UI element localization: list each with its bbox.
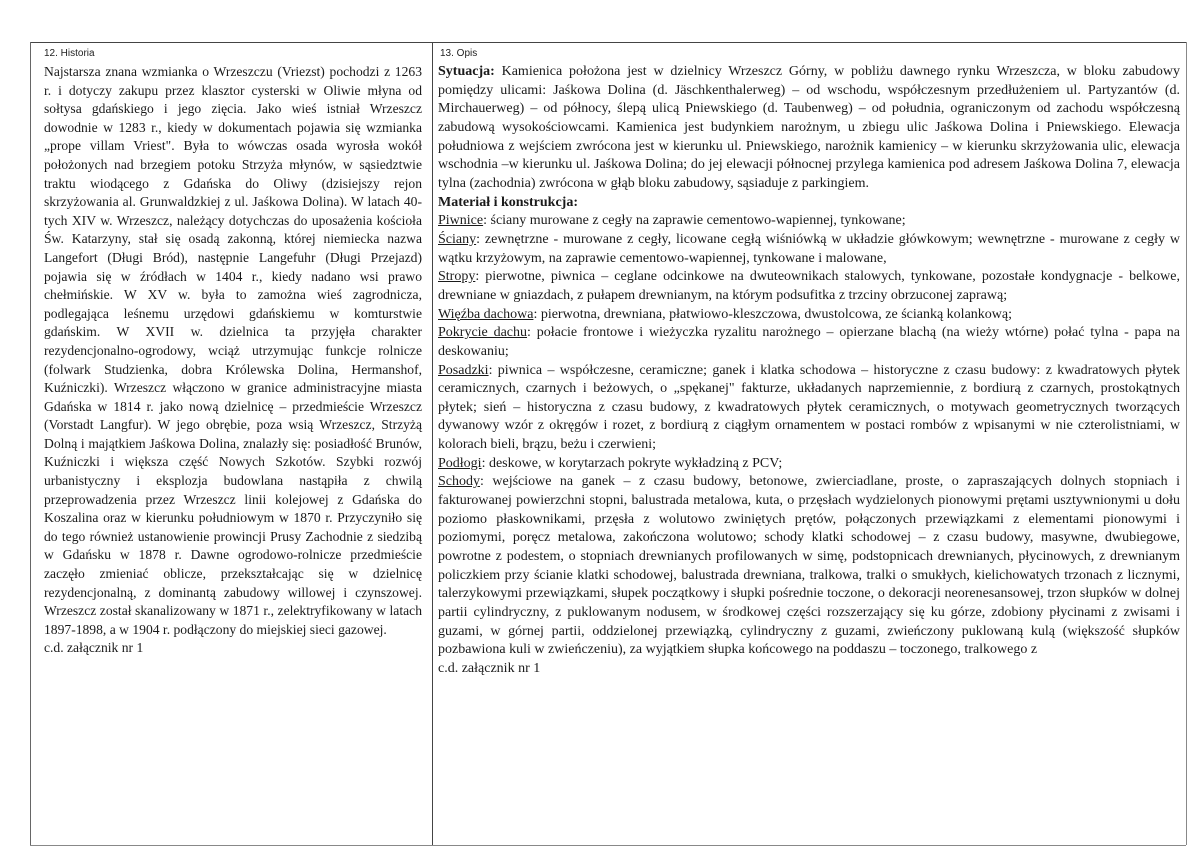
situation-label: Sytuacja: <box>438 64 495 79</box>
item-pokrycie <box>438 324 1180 361</box>
item-text: : piwnica – współczesne, ceramiczne; ganek i klatka schodowa – historyczne z czasu budowy: z kwadratowych płytek ceramicznych, czarnych i beżowych, o „spękanej" fakturze, układanych naprzemiennie, z bordiurą z czarnych, prostokątnych płytek; sień – historyczna z czasu budowy, z kwadratowych płytek ceramicznych, o motywach geometrycznych tworzących dywanowy wzór z okręgów i rozet, z bordiurą z ciągłym ornamentem w postaci rombów z wpisanymi w nie czterolistniami, w kolorach bieli, brązu, beżu i czerwieni; <box>438 362 1180 453</box>
item-piwnice <box>438 212 1180 231</box>
item-label: Podłogi <box>438 455 482 471</box>
item-text: : wejściowe na ganek – z czasu budowy, betonowe, zwierciadlane, proste, o zapraszających dolnych stopniach i fakturowanej powierzchni stopni, balustrada metalowa, kuta, o przęsłach wydzielonych pionowymi prętami usztywnionymi u dołu poziomo płaskownikami, przęsła z wolutowo zwiniętych prętów, połączonych przewiązkami z elementami pionowymi i poziomymi, poręcz metalowa, zakończona wolutowo; schody klatki schodowej – z czasu budowy, masywne, dwubiegowe, powrotne z podestem, o stopniach drewnianych profilowanych w simę, podstopnicach drewnianych, płycinowych, z drewnianym policzkiem przy ścianie klatki schodowej, balustrada drewniana, tralkowa, tralki o smukłych, kielichowatych trzonach z licznymi, talerzykowymi przewiązkami, słupek początkowy i słupki pośrednie toczone, o dekoracji neorenesansowej, trzon słupków w dolnej partii cylindryczny, z puklowanym nodusem, w środkowej części rozszerzający się ku górze, zdobiony płycinami z zwisami i guzami, w górnej partii, oddzielonej przewiązką, cylindryczny z guzami, zwieńczony puklowaną kulą (większość słupków pozbawiona kuli w zwieńczeniu), za wyjątkiem słupka końcowego na poddaszu – toczonego, tralkowego z <box>438 474 1180 658</box>
history-column <box>44 63 422 658</box>
section-heading-historia: 12. Historia <box>44 48 95 59</box>
item-text: : pierwotne, piwnica – ceglane odcinkowe na dwuteownikach stalowych, tynkowane, pozostałe kondygnacje - belkowe, drewniane w gniazdach, z pułapem drewnianym, na którym podsufitka z trzciny obrzuconej zaprawą; <box>438 269 1180 303</box>
item-text: : połacie frontowe i wieżyczka ryzalitu narożnego – opierzane blachą (na wieży wtórne) połać tylna - papa na deskowaniu; <box>438 325 1181 359</box>
history-text: Najstarsza znana wzmianka o Wrzeszczu (Vriezst) pochodzi z 1263 r. i dotyczy zakupu przez klasztor cysterski w Oliwie młyna od sołtysa gdańskiego i jego zięcia. Jako wieś istniał Wrzeszcz dowodnie w 1283 r., kiedy w dokumentach pojawia się wzmianka „prope villam Vriest". Była to wówczas osada wyrosła wokół położonych nad brzegiem potoku Strzyża młynów, w sąsiedztwie traktu wiodącego z Gdańska do Oliwy (dzisiejszy rejon skrzyżowania al. Grunwaldzkiej z ul. Jaśkowa Dolina). W latach 40-tych XIV w. Wrzeszcz, należący dotychczas do uposażenia kościoła Św. Katarzyny, stał się osadą zakonną, której niemiecka nazwa Langefort (Długi Bród), następnie Langefuhr (Długi Przejazd) pojawia się w źródłach w 1404 r., kiedy nadano wsi prawo chełmińskie. W XV w. była to zamożna wieś zagrodnicza, podlegająca leśnemu urzędowi gdańskiemu w komturstwie gdańskim. W XVII w. dzielnica ta przyjęła charakter rezydencjonalno-ogrodowy, wciąż utrzymując funkcje rolnicze (folwark Studzienka, dobra Królewska Dolina, Hermanshof, Kuźniczki). Wrzeszcz włączono w granice administracyjne miasta Gdańska w 1814 r. jako nową dzielnicę – przedmieście Wrzeszcz (Vorstadt Langfur). W jego obrębie, poza wsią Wrzeszcz, Strzyżą Dolną i majątkiem Jaśkowa Dolina, znalazły się: posiadłość Brunów, Kuźniczki i większa część Nowych Szkotów. Szybki rozwój urbanistyczny i eksplozja budowlana nastąpiła z chwilą przeprowadzenia przez Wrzeszcz linii kolejowej z Gdańska do Koszalina oraz w kierunku południowym w 1870 r. Przyczyniło się do tego również ustanowienie prowincji Prusy Zachodnie z siedzibą w Gdańsku w 1878 r. Dawne ogrodowo-rolnicze przedmieście zaczęło zmieniać oblicze, przekształcając się w dzielnicę rezydencjonalną, z dominantą zabudowy willowej i czynszowej. Wrzeszcz został skanalizowany w 1871 r., zelektryfikowany w latach 1897-1898, a w 1904 r. podłączony do miejskiej sieci gazowej. <box>44 64 422 637</box>
section-heading-opis: 13. Opis <box>440 48 478 59</box>
frame-left-border <box>30 42 31 845</box>
frame-top-border <box>30 42 1186 43</box>
item-wiezba <box>438 306 1180 325</box>
description-column <box>438 63 1180 679</box>
item-label: Stropy <box>438 269 476 285</box>
situation-paragraph <box>438 63 1180 194</box>
history-continued-note: c.d. załącznik nr 1 <box>44 640 144 656</box>
situation-text: Kamienica położona jest w dzielnicy Wrzeszcz Górny, w pobliżu dawnego rynku Wrzeszcza, w bloku zabudowy pomiędzy ulicami: Jaśkowa Dolina (d. Jäschkenthalerweg) – od wschodu, współczesnym przedłużeniem ul. Partyzantów (d. Mirchauerweg) – od północy, ślepą ulicą Pniewskiego (d. Taubenweg) – od południa, ograniczonym od zachodu współczesną zabudową wysokościowcami. Kamienica jest budynkiem narożnym, u zbiegu ulic Jaśkowa Dolina i Pniewskiego. Elewacja południowa z wejściem zwrócona jest w kierunku ul. Pniewskiego, narożnik kamienicy – w kierunku skrzyżowania ulic, elewacja wschodnia –w kierunku ul. Jaśkowa Dolina; do jej elewacji północnej przylega kamienica pod adresem Jaśkowa Dolina 7, elewacja tylna (zachodnia) zwrócona w głąb bloku zabudowy, sąsiaduje z parkingiem. <box>438 64 1180 191</box>
item-label: Schody <box>438 474 480 490</box>
frame-right-border <box>1186 42 1187 845</box>
item-podlogi <box>438 455 1180 474</box>
item-text: : pierwotna, drewniana, płatwiowo-kleszczowa, dwustolcowa, ze ścianką kolankową; <box>533 306 1012 322</box>
material-heading: Materiał i konstrukcja: <box>438 194 578 210</box>
item-text: : zewnętrzne - murowane z cegły, licowane cegłą wiśniówką w układzie główkowym; wewnętrzne - murowane z cegły w wątku krzyżowym, na zaprawie cementowo-wapiennej, tynkowane i malowane, <box>438 231 1180 266</box>
item-label: Posadzki <box>438 362 489 378</box>
item-posadzki <box>438 362 1180 455</box>
item-text: : ściany murowane z cegły na zaprawie cementowo-wapiennej, tynkowane; <box>483 213 906 229</box>
item-stropy <box>438 268 1180 305</box>
item-label: Więźba dachowa <box>438 306 534 322</box>
column-divider <box>432 42 433 845</box>
frame-bottom-border <box>30 845 1186 846</box>
item-label: Pokrycie dachu <box>438 325 528 341</box>
description-continued-note: c.d. załącznik nr 1 <box>438 661 541 676</box>
item-schody <box>438 473 1180 660</box>
item-label: Piwnice <box>438 213 484 229</box>
item-text: : deskowe, w korytarzach pokryte wykładziną z PCV; <box>481 455 783 471</box>
item-label: Ściany <box>438 231 477 247</box>
item-sciany <box>438 231 1180 268</box>
